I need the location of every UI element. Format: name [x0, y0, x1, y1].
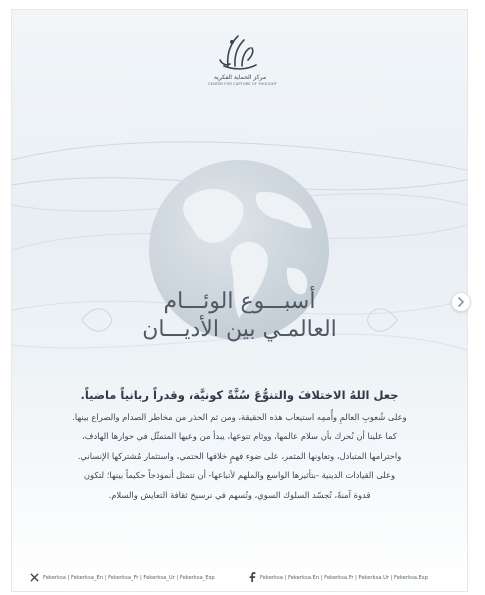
headline — [72, 288, 407, 344]
poster-image — [11, 9, 468, 592]
logo-english-name: CENTER FOR CAPTURE OF THOUGHT — [208, 82, 277, 86]
chevron-right-icon — [457, 297, 465, 307]
facebook-handles-text: Fekerksa | Fekerksa.En | Fekerksa.Fr | Fekerksa.Ur | Fekerksa.Esp — [260, 575, 428, 581]
facebook-handles — [248, 571, 428, 585]
calligraphy-logo-icon — [208, 30, 272, 74]
x-handles — [30, 571, 215, 585]
body-line: وعلى القيادات الدينية -بتأثيرها الواسع والملهم لأتباعها- أن تتمثل أنموذجاً حكيماً بينها؛ لتكون — [83, 470, 396, 481]
body-line: وعلى شُعوبِ العالمِ وأُممِه استيعاب هذه الحقيقة، ومن ثم الحذر من مخاطر الصدام والصراع بينها. — [72, 412, 407, 422]
body-line: كما علينا أن نُحرك بأن سلام عالمها، ووئام تنوعها، يبدأ من وعيها المتمثّل في حوارها الهادف، — [82, 431, 397, 442]
x-handles-text: Fekerksa | Fekerksa_En | Fekerksa_Fr | Fekerksa_Ur | Fekerksa_Esp — [43, 575, 215, 581]
carousel-next-button[interactable] — [451, 292, 471, 312]
footer-social — [30, 571, 450, 585]
body-paragraph — [30, 408, 449, 505]
body-line: قدوة آمنةً، تُجسّد السلوك السوي، وتُسهم في ترسيخ ثقافة التعايش والسلام. — [108, 489, 371, 500]
logo — [208, 30, 277, 92]
facebook-icon — [248, 572, 256, 584]
logo-arabic-name: مركز الحماية الفكرية — [213, 74, 267, 81]
body-line: واحترامها المتبادل، وتعاونها المثمر، على ضوء فهمٍ خلافها الحتمي، واستثمار مُشتركها الإنساني. — [77, 450, 402, 461]
motto-text: جعل اللهُ الاختلافَ والتنوُّعَ سُنَّةً كونيَّة، وقدراً ربانياً ماضياً. — [80, 388, 399, 402]
headline-line-1: أسبـــوع الوئـــام — [163, 289, 316, 314]
headline-line-2: العالمـي بين الأديـــان — [142, 317, 337, 342]
x-icon — [30, 573, 39, 584]
